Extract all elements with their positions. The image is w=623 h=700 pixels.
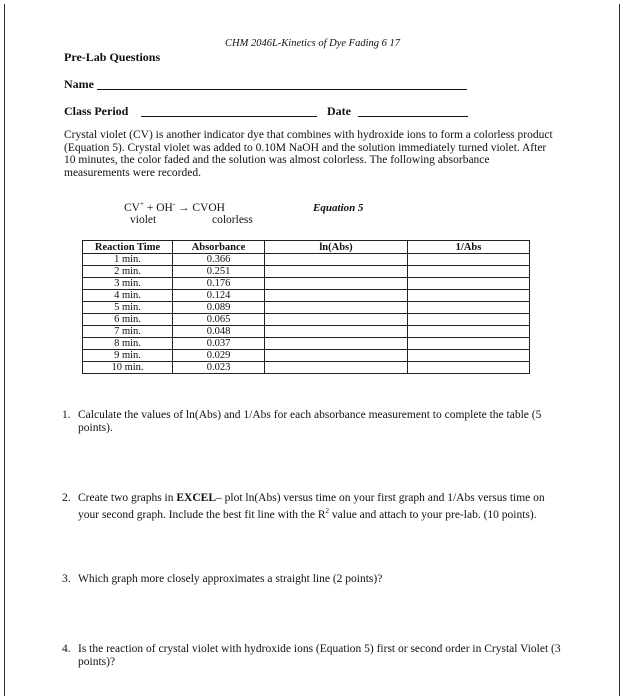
inverse-abs-cell[interactable] — [408, 254, 530, 266]
ln-abs-cell[interactable] — [265, 278, 408, 290]
question-4 — [62, 643, 562, 668]
ln-abs-cell[interactable] — [265, 326, 408, 338]
ln-abs-cell[interactable] — [265, 266, 408, 278]
chemical-equation — [124, 200, 225, 214]
absorbance-cell: 0.029 — [173, 350, 265, 362]
date-label: Date — [327, 104, 351, 118]
inverse-abs-cell[interactable] — [408, 290, 530, 302]
ln-abs-cell[interactable] — [265, 254, 408, 266]
inverse-abs-cell[interactable] — [408, 314, 530, 326]
header-inverse-abs: 1/Abs — [408, 241, 530, 254]
question-text: Which graph more closely approximates a straight line (2 points)? — [78, 573, 383, 585]
oh-charge: - — [172, 200, 176, 208]
class-period-field-line[interactable] — [141, 116, 317, 117]
absorbance-cell: 0.089 — [173, 302, 265, 314]
question-text-part: value and attach to your pre-lab. (10 points). — [329, 508, 537, 521]
table-row — [83, 278, 530, 290]
ln-abs-cell[interactable] — [265, 362, 408, 374]
question-text-part: – plot ln(Abs) versus time on your first graph and 1/Abs versus time on your second graph. Include the best fit line with the R — [78, 492, 545, 521]
time-cell: 10 min. — [83, 362, 173, 374]
ln-abs-cell[interactable] — [265, 290, 408, 302]
table-row — [83, 314, 530, 326]
inverse-abs-cell[interactable] — [408, 326, 530, 338]
time-cell: 6 min. — [83, 314, 173, 326]
reaction-arrow: → — [178, 201, 190, 214]
inverse-abs-cell[interactable] — [408, 362, 530, 374]
r-squared-superscript: 2 — [325, 506, 330, 515]
date-field-line[interactable] — [358, 116, 468, 117]
section-title: Pre-Lab Questions — [64, 50, 161, 64]
table-row — [83, 350, 530, 362]
table-row — [83, 326, 530, 338]
absorbance-table — [82, 240, 530, 374]
question-number: 3. — [62, 573, 71, 585]
time-cell: 1 min. — [83, 254, 173, 266]
absorbance-cell: 0.251 — [173, 266, 265, 278]
question-number: 1. — [62, 409, 71, 421]
intro-paragraph: Crystal violet (CV) is another indicator dye that combines with hydroxide ions to form a colorless product (Equation 5). Crystal violet was added to 0.10M NaOH and the solution immediately turned violet. After 10 minutes, the color faded and the solution was almost colorless. The following absorbance measurements were recorded. — [64, 129, 553, 179]
absorbance-cell: 0.023 — [173, 362, 265, 374]
time-cell: 9 min. — [83, 350, 173, 362]
absorbance-cell: 0.176 — [173, 278, 265, 290]
question-1 — [62, 409, 562, 434]
plus-sign: + — [146, 201, 154, 214]
question-text: Calculate the values of ln(Abs) and 1/Abs for each absorbance measurement to complete the table (5 points). — [78, 409, 542, 434]
excel-emphasis: EXCEL — [176, 492, 216, 504]
ln-abs-cell[interactable] — [265, 302, 408, 314]
name-label: Name — [64, 77, 94, 91]
question-number: 4. — [62, 643, 71, 655]
reactant-color-label: violet — [130, 214, 157, 226]
absorbance-cell: 0.124 — [173, 290, 265, 302]
question-text — [78, 492, 562, 521]
table-row — [83, 254, 530, 266]
question-text: Is the reaction of crystal violet with hydroxide ions (Equation 5) first or second order in Crystal Violet (3 points)? — [78, 643, 561, 668]
header-reaction-time: Reaction Time — [83, 241, 173, 254]
time-cell: 3 min. — [83, 278, 173, 290]
equation-label: Equation 5 — [313, 202, 364, 214]
table-row — [83, 302, 530, 314]
absorbance-cell: 0.366 — [173, 254, 265, 266]
page-header: CHM 2046L-Kinetics of Dye Fading 6 17 — [225, 38, 400, 49]
inverse-abs-cell[interactable] — [408, 350, 530, 362]
time-cell: 7 min. — [83, 326, 173, 338]
product-cvoh: CVOH — [192, 201, 225, 214]
ln-abs-cell[interactable] — [265, 350, 408, 362]
absorbance-cell: 0.037 — [173, 338, 265, 350]
inverse-abs-cell[interactable] — [408, 338, 530, 350]
table-row — [83, 266, 530, 278]
ln-abs-cell[interactable] — [265, 338, 408, 350]
product-color-label: colorless — [212, 214, 253, 226]
name-field-line[interactable] — [97, 89, 467, 90]
header-ln-abs: ln(Abs) — [265, 241, 408, 254]
question-3 — [62, 573, 562, 586]
time-cell: 2 min. — [83, 266, 173, 278]
reactant-cv: CV — [124, 201, 140, 214]
table-row — [83, 362, 530, 374]
question-2 — [62, 492, 562, 521]
header-absorbance: Absorbance — [173, 241, 265, 254]
cv-charge: + — [139, 200, 144, 208]
absorbance-cell: 0.065 — [173, 314, 265, 326]
ln-abs-cell[interactable] — [265, 314, 408, 326]
reactant-oh: OH — [156, 201, 173, 214]
table-row — [83, 338, 530, 350]
inverse-abs-cell[interactable] — [408, 266, 530, 278]
table-header-row — [83, 241, 530, 254]
inverse-abs-cell[interactable] — [408, 302, 530, 314]
time-cell: 8 min. — [83, 338, 173, 350]
time-cell: 4 min. — [83, 290, 173, 302]
class-period-label: Class Period — [64, 104, 129, 118]
time-cell: 5 min. — [83, 302, 173, 314]
absorbance-cell: 0.048 — [173, 326, 265, 338]
inverse-abs-cell[interactable] — [408, 278, 530, 290]
table-row — [83, 290, 530, 302]
question-text-part: Create two graphs in — [78, 492, 177, 504]
question-number: 2. — [62, 492, 71, 504]
